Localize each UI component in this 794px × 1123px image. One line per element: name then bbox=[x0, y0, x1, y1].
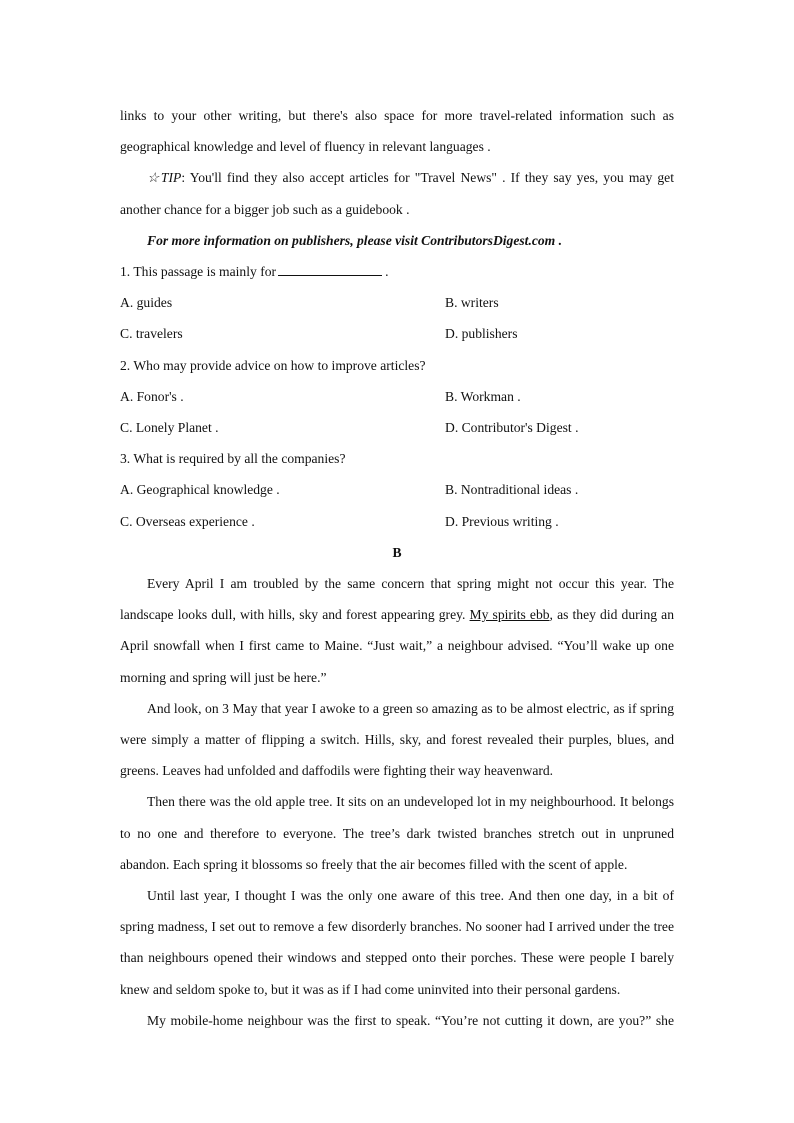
section-b-heading: B bbox=[392, 544, 402, 560]
question-1-option-d: D. publishers bbox=[445, 326, 518, 342]
question-3-option-c: C. Overseas experience . bbox=[120, 513, 255, 529]
section-b-paragraph-3: Then there was the old apple tree. It sits on an undeveloped lot in my neighbourhood. It belongs to no one and therefore to everyone. The tree’s dark twisted branches stretch out in unpruned abandon. Each spring it blossoms so freely that the air becomes filled with the scent of apple. bbox=[120, 794, 674, 872]
question-1-end: . bbox=[385, 264, 389, 280]
question-2-option-d: D. Contributor's Digest . bbox=[445, 420, 579, 436]
paragraph-1-text-start: Every April I am troubled by the same concern that spring might not occur this year. The landscape looks dull, with hills, sky and forest appearing grey. bbox=[120, 576, 674, 623]
question-3-options-row-2 bbox=[120, 506, 674, 537]
tip-text: : You'll find they also accept articles for "Travel News" . If they say yes, you may get another chance for a bigger job such as a guidebook . bbox=[120, 170, 674, 217]
question-3-options-row-1 bbox=[120, 474, 674, 505]
question-3-option-a: A. Geographical knowledge . bbox=[120, 482, 280, 498]
section-b-paragraph-2: And look, on 3 May that year I awoke to a green so amazing as to be almost electric, as if spring were simply a matter of flipping a switch. Hills, sky, and forest revealed their purples, blues, and greens. Leaves had unfolded and daffodils were fighting their way heavenward. bbox=[120, 700, 674, 779]
question-2-options-row-2 bbox=[120, 412, 674, 443]
question-1-option-c: C. travelers bbox=[120, 326, 183, 342]
passage-a-paragraph: links to your other writing, but there's also space for more travel-related information such as geographical knowledge and level of fluency in relevant languages . bbox=[120, 108, 674, 155]
question-1-option-a: A. guides bbox=[120, 295, 173, 311]
underlined-phrase: My spirits ebb bbox=[469, 607, 550, 623]
section-b-paragraph-5: My mobile-home neighbour was the first to speak. “You’re not cutting it down, are you?” she bbox=[147, 1012, 674, 1028]
question-1-text: 1. This passage is mainly for bbox=[120, 264, 277, 280]
question-3-option-b: B. Nontraditional ideas . bbox=[445, 482, 579, 498]
document-page bbox=[120, 100, 674, 1036]
question-2-option-b: B. Workman . bbox=[445, 388, 521, 404]
question-1-option-b: B. writers bbox=[445, 295, 499, 311]
paragraph-1-text-end: , as they did during an April snowfall when I first came to Maine. “Just wait,” a neighbour advised. “You’ll wake up one morning and spring will just be here.” bbox=[120, 607, 674, 685]
section-b-paragraph-4: Until last year, I thought I was the only one aware of this tree. And then one day, in a bit of spring madness, I set out to remove a few disorderly branches. No sooner had I arrived under the tree than neighbours opened their windows and stepped onto their porches. These were people I barely knew and seldom spoke to, but it was as if I had come uninvited into their personal gardens. bbox=[120, 888, 674, 997]
question-2-options-row-1 bbox=[120, 381, 674, 412]
question-2-option-c: C. Lonely Planet . bbox=[120, 420, 219, 436]
answer-blank bbox=[278, 263, 382, 276]
question-2-option-a: A. Fonor's . bbox=[120, 388, 184, 404]
tip-paragraph bbox=[120, 162, 674, 224]
section-b-paragraph-1 bbox=[120, 568, 674, 693]
question-3-stem: 3. What is required by all the companies? bbox=[120, 451, 346, 467]
question-1-stem bbox=[120, 256, 674, 287]
tip-label: ☆TIP bbox=[147, 170, 182, 186]
question-3-option-d: D. Previous writing . bbox=[445, 513, 559, 529]
question-1-options-row-2 bbox=[120, 318, 674, 349]
more-info-line: For more information on publishers, please visit ContributorsDigest.com . bbox=[147, 232, 563, 248]
question-2-stem: 2. Who may provide advice on how to improve articles? bbox=[120, 357, 426, 373]
question-1-options-row-1 bbox=[120, 287, 674, 318]
